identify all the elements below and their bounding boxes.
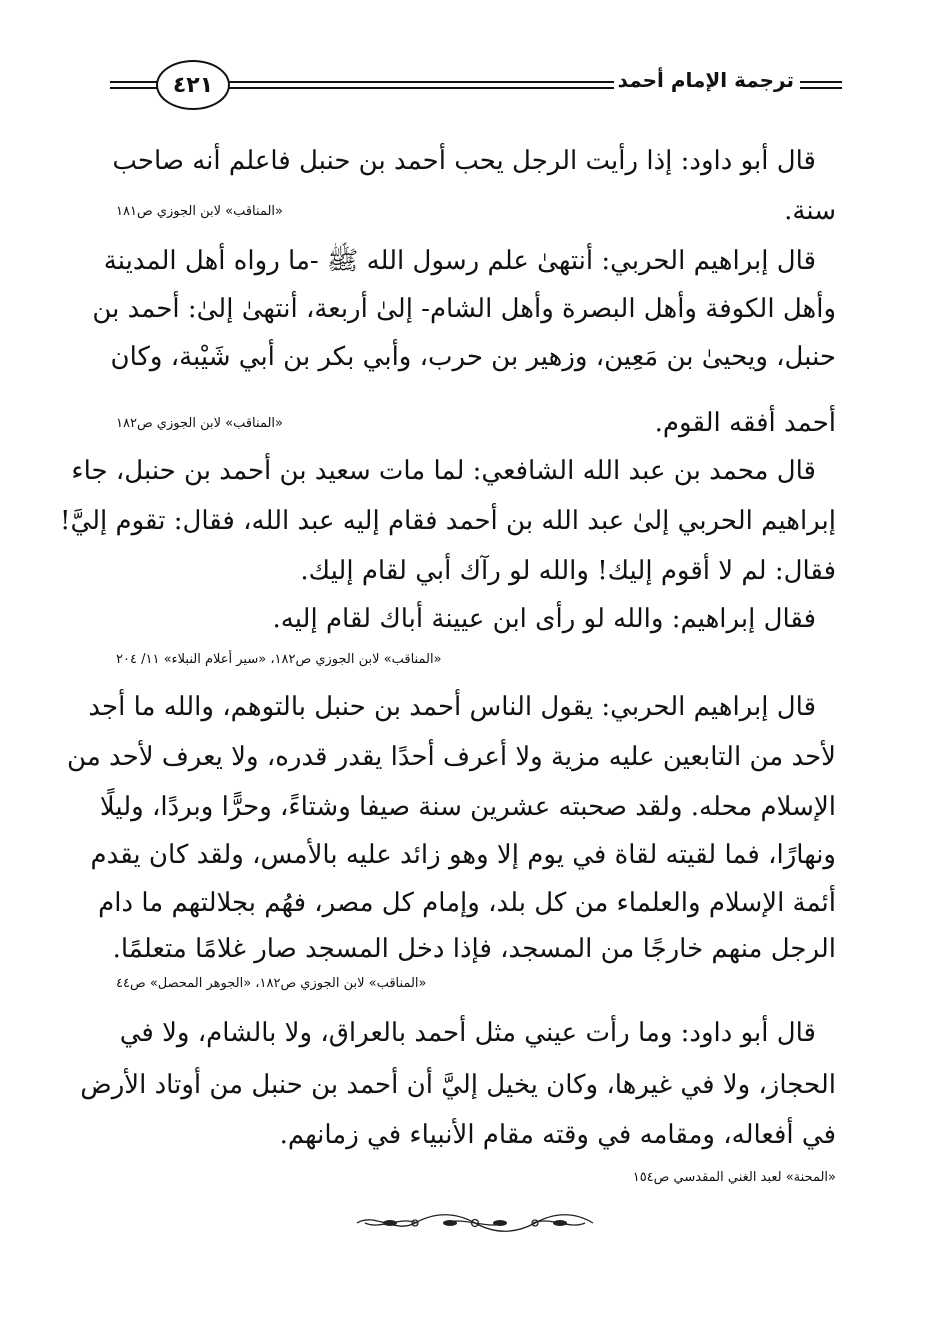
page-number: ٤٢١ bbox=[172, 72, 214, 98]
text-line: أئمة الإسلام والعلماء من كل بلد، وإمام كل مصر، فهُم بجلالتهم ما دام bbox=[98, 888, 836, 918]
text-line: حنبل، ويحيىٰ بن مَعِين، وزهير بن حرب، وأبي بكر بن أبي شَيْبة، وكان bbox=[110, 342, 836, 372]
text-line: لأحد من التابعين عليه مزية ولا أعرف أحدًا يقدر قدره، ولا يعرف لأحد من bbox=[67, 742, 836, 772]
text-line: الرجل منهم خارجًا من المسجد، فإذا دخل المسجد صار غلامًا متعلمًا. bbox=[112, 934, 836, 964]
text-line: قال إبراهيم الحربي: أنتهىٰ علم رسول الله ﷺ -ما رواه أهل المدينة bbox=[103, 246, 816, 276]
header-rule bbox=[110, 81, 158, 83]
text-line: سنة. bbox=[784, 196, 836, 226]
header-rule bbox=[110, 87, 158, 89]
decorative-ornament-icon bbox=[355, 1212, 595, 1234]
text-line: ونهارًا، فما لقيته لقاة في يوم إلا وهو زائد عليه بالأمس، ولقد كان يقدم bbox=[90, 840, 836, 870]
source-citation: «المناقب» لابن الجوزي ص١٨٢، «سير أعلام النبلاء» ١١/ ٢٠٤ bbox=[116, 652, 442, 667]
source-citation: «المناقب» لابن الجوزي ص١٨٢، «الجوهر المحصل» ص٤٤ bbox=[116, 976, 427, 991]
text-line: في أفعاله، ومقامه في وقته مقام الأنبياء في زمانهم. bbox=[279, 1120, 836, 1150]
text-line: فقال إبراهيم: والله لو رأى ابن عيينة أباك لقام إليه. bbox=[272, 604, 816, 634]
text-line: فقال: لم لا أقوم إليك! والله لو رآك أبي لقام إليك. bbox=[300, 556, 836, 586]
source-citation: «المحنة» لعبد الغني المقدسي ص١٥٤ bbox=[632, 1170, 836, 1185]
text-line: قال إبراهيم الحربي: يقول الناس أحمد بن حنبل بالتوهم، والله ما أجد bbox=[88, 692, 816, 722]
source-citation: «المناقب» لابن الجوزي ص١٨٢ bbox=[116, 416, 283, 431]
text-line: قال محمد بن عبد الله الشافعي: لما مات سعيد بن أحمد بن حنبل، جاء bbox=[71, 456, 816, 486]
text-line: قال أبو داود: وما رأت عيني مثل أحمد بالعراق، ولا بالشام، ولا في bbox=[119, 1018, 816, 1048]
text-line: قال أبو داود: إذا رأيت الرجل يحب أحمد بن حنبل فاعلم أنه صاحب bbox=[112, 146, 816, 176]
header-rule bbox=[800, 81, 842, 83]
text-line: أحمد أفقه القوم. bbox=[654, 408, 836, 438]
header-rule bbox=[800, 87, 842, 89]
source-citation: «المناقب» لابن الجوزي ص١٨١ bbox=[116, 204, 283, 219]
page-header bbox=[110, 60, 842, 110]
text-line: وأهل الكوفة وأهل البصرة وأهل الشام- إلىٰ أربعة، أنتهىٰ إلىٰ: أحمد بن bbox=[92, 294, 836, 324]
text-line: الحجاز، ولا في غيرها، وكان يخيل إليَّ أن أحمد بن حنبل من أوتاد الأرض bbox=[80, 1070, 836, 1100]
text-line: الإسلام محله. ولقد صحبته عشرين سنة صيفا وشتاءً، وحرًّا وبردًا، وليلًا bbox=[99, 792, 836, 822]
page-number-badge bbox=[156, 60, 230, 110]
text-line: إبراهيم الحربي إلىٰ عبد الله بن أحمد فقام إليه عبد الله، فقال: تقوم إليَّ! bbox=[60, 506, 836, 536]
running-title: ترجمة الإمام أحمد bbox=[614, 68, 798, 92]
